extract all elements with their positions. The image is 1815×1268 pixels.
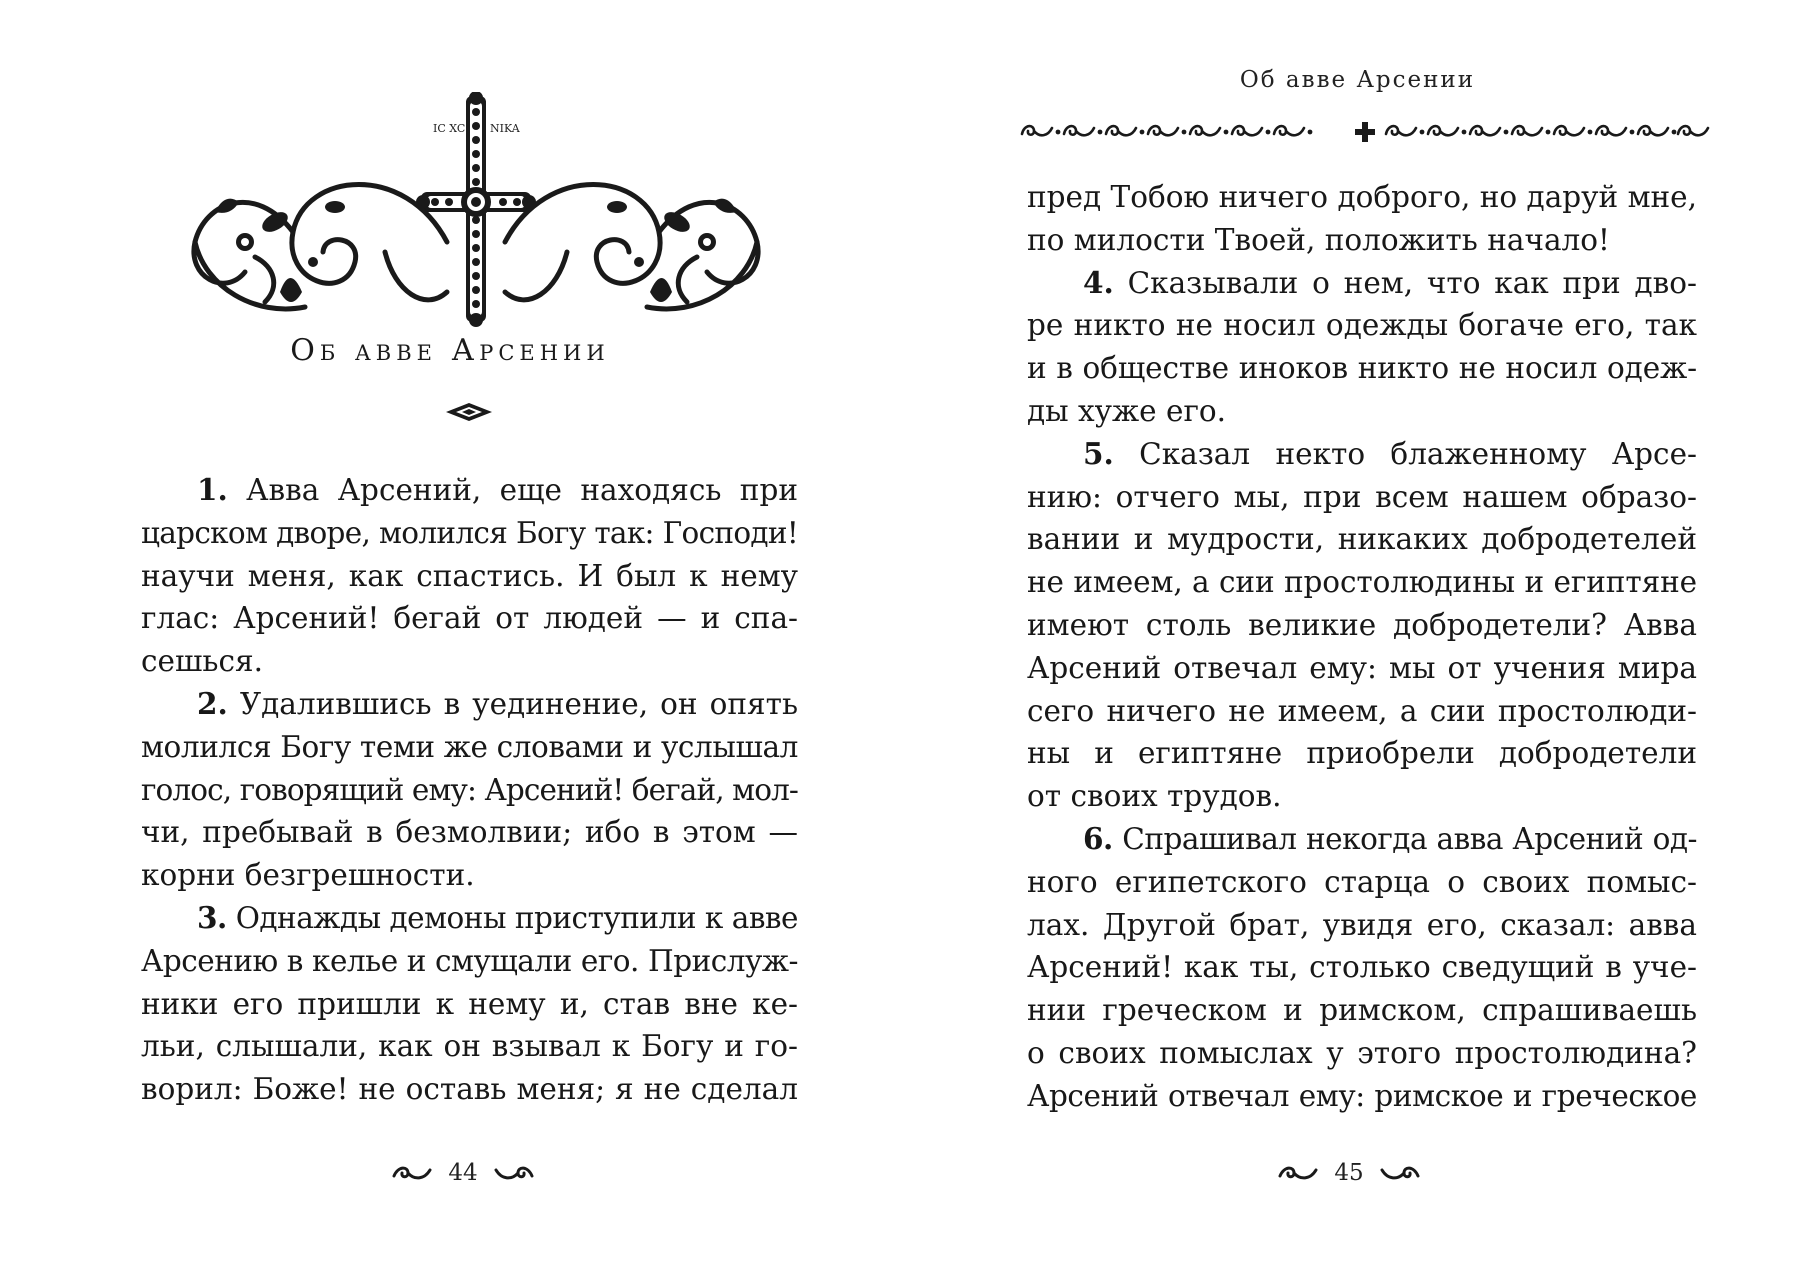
line-text: чи, пребывай в безмолвии; ибо в этом — [141, 815, 798, 850]
line-text: не имеем, а сии простолюдины и египтяне [1027, 565, 1697, 600]
right-body-text [1027, 176, 1697, 1118]
line-text: молился Богу теми же словами и услышал [141, 729, 798, 764]
line-text: ного египетского старца о своих помыс- [1027, 864, 1697, 899]
text-line [1027, 775, 1697, 818]
text-line [141, 726, 798, 769]
line-text: ники его пришли к нему и, став вне ке- [141, 986, 798, 1021]
running-head: Об авве Арсении [1239, 67, 1476, 93]
line-text: Удалившись в уединение, он опять [227, 686, 798, 721]
diamond-ornament-icon [446, 403, 492, 421]
text-line [141, 597, 798, 640]
line-text: ны и египтяне приобрели добродетели [1027, 736, 1697, 771]
text-line [1027, 476, 1697, 519]
paragraph-number: 3. [197, 899, 227, 935]
ornamental-border-icon [1020, 120, 1712, 144]
swirl-ornament-icon [1380, 1164, 1420, 1182]
line-text: имеют столь великие добродетели? Авва [1027, 607, 1697, 642]
text-line [1027, 176, 1697, 219]
line-text: сего ничего не имеем, а сии простолюди- [1027, 693, 1697, 728]
text-line [1027, 861, 1697, 904]
line-text: Сказал некто блаженному Арсе- [1113, 436, 1697, 471]
text-line [141, 1025, 798, 1068]
line-text: Сказывали о нем, что как при дво- [1113, 265, 1697, 300]
text-line [1027, 904, 1697, 947]
swirl-ornament-icon [494, 1164, 534, 1182]
line-text: научи меня, как спастись. И был к нему [141, 558, 798, 593]
text-line [1027, 219, 1697, 262]
swirl-ornament-icon [1278, 1164, 1318, 1182]
line-text: голос, говорящий ему: Арсений! бегай, мол- [141, 772, 798, 807]
text-line [141, 1068, 798, 1111]
text-line [141, 897, 798, 940]
text-line [1027, 946, 1697, 989]
line-text: вании и мудрости, никаких добродетелей [1027, 522, 1697, 557]
text-line [1027, 1075, 1697, 1118]
right-page [900, 0, 1815, 1268]
line-text: корни безгрешности. [141, 858, 475, 893]
text-line [141, 854, 798, 897]
chapter-title: Об авве Арсении [290, 333, 610, 368]
text-line [1027, 647, 1697, 690]
line-text: Однажды демоны приступили к авве [226, 900, 798, 935]
text-line [141, 940, 798, 983]
text-line [1027, 732, 1697, 775]
page-number: 44 [448, 1160, 478, 1186]
line-text: и в обществе иноков никто не носил одеж- [1027, 351, 1697, 386]
line-text: нию: отчего мы, при всем нашем образо- [1027, 479, 1697, 514]
line-text: по милости Твоей, положить начало! [1027, 222, 1610, 257]
text-line [141, 811, 798, 854]
line-text: Арсений! как ты, столько сведущий в уче- [1027, 950, 1697, 985]
page-number: 45 [1334, 1160, 1364, 1186]
paragraph-number: 1. [197, 472, 228, 507]
text-line [1027, 262, 1697, 305]
text-line [1027, 304, 1697, 347]
line-text: сешься. [141, 644, 263, 679]
line-text: Арсений отвечал ему: мы от учения мира [1027, 650, 1697, 685]
text-line [141, 683, 798, 726]
text-line [1027, 561, 1697, 604]
line-text: пред Тобою ничего доброго, но даруй мне, [1027, 180, 1698, 214]
line-text: нии греческом и римском, спрашиваешь [1027, 993, 1697, 1028]
line-text: от своих трудов. [1027, 779, 1282, 814]
text-line [1027, 433, 1697, 476]
text-line [1027, 604, 1697, 647]
text-line [1027, 347, 1697, 390]
line-text: Авва Арсений, еще находясь при [227, 473, 798, 507]
text-line [141, 512, 798, 555]
line-text: глас: Арсений! бегай от людей — и спа- [141, 601, 798, 636]
left-page [0, 0, 900, 1268]
line-text: ре никто не носил одежды богаче его, так [1027, 308, 1697, 343]
text-line [1027, 518, 1697, 561]
text-line [141, 640, 798, 683]
line-text: лах. Другой брат, увидя его, сказал: авва [1027, 907, 1697, 942]
line-text: ворил: Боже! не оставь меня; я не сделал [141, 1072, 798, 1107]
line-text: царском дворе, молился Богу так: Господи! [141, 515, 798, 550]
line-text: Арсению в келье и смущали его. Прислуж- [141, 943, 798, 978]
cross-right-letters: NIKA [490, 122, 520, 135]
text-line [1027, 390, 1697, 433]
right-folio [1278, 1158, 1420, 1188]
cross-left-letters: IC XC [433, 122, 466, 135]
line-text: льи, слышали, как он взывал к Богу и го- [141, 1029, 798, 1064]
line-text: о своих помыслах у этого простолюдина? [1027, 1035, 1697, 1070]
text-line [1027, 989, 1697, 1032]
line-text: Арсений отвечал ему: римское и греческое [1027, 1078, 1697, 1113]
text-line [141, 469, 798, 512]
text-line [141, 983, 798, 1026]
cross-headpiece-icon [185, 92, 765, 328]
text-line [1027, 818, 1697, 861]
paragraph-number: 2. [197, 685, 228, 721]
text-line [141, 769, 798, 812]
text-line [1027, 1032, 1697, 1075]
left-body-text [141, 469, 798, 1111]
line-text: ды хуже его. [1027, 393, 1227, 428]
paragraph-number: 5. [1083, 435, 1114, 471]
swirl-ornament-icon [392, 1164, 432, 1182]
text-line [141, 555, 798, 598]
paragraph-number: 4. [1083, 264, 1114, 300]
left-folio [392, 1158, 534, 1188]
text-line [1027, 690, 1697, 733]
paragraph-number: 6. [1083, 820, 1113, 856]
line-text: Спрашивал некогда авва Арсений од- [1112, 821, 1697, 856]
